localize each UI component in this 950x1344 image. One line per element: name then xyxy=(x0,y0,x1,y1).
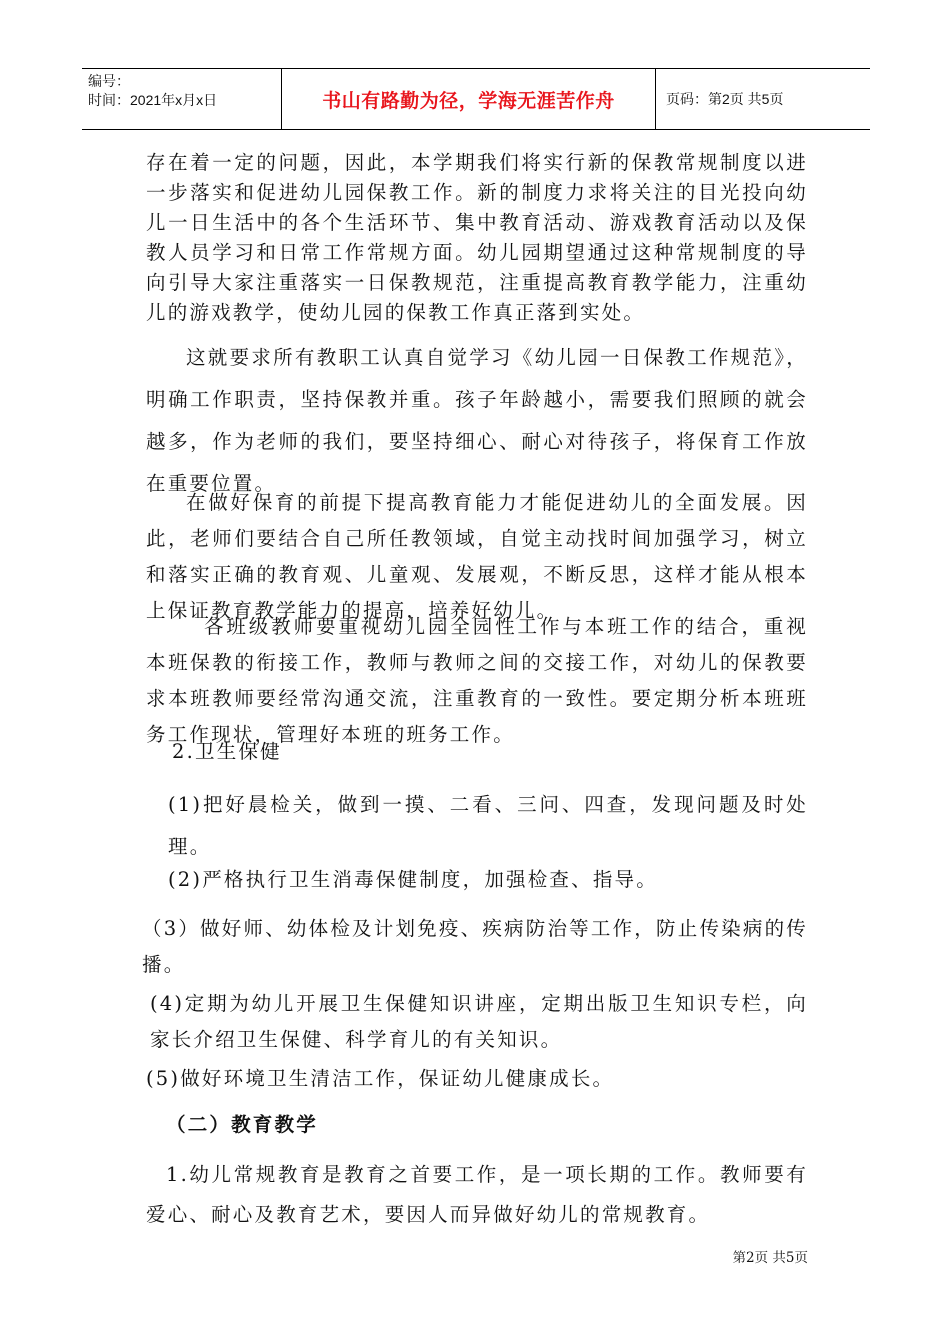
paragraph-study-norms: 这就要求所有教职工认真自觉学习《幼儿园一日保教工作规范》，明确工作职责，坚持保教并重。孩子年龄越小，需要我们照顾的就会越多，作为老师的我们，要坚持细心、耐心对待孩子，将保育工作放在重要位置。 xyxy=(146,346,808,495)
page-header xyxy=(82,68,870,130)
section-heading-teaching: （二）教育教学 xyxy=(166,1113,318,1136)
section-heading-health: 2.卫生保健 xyxy=(172,740,282,763)
health-item-4: (4)定期为幼儿开展卫生保健知识讲座，定期出版卫生知识专栏，向家长介绍卫生保健、科学育儿的有关知识。 xyxy=(150,992,808,1051)
paragraph-education-ability: 在做好保育的前提下提高教育能力才能促进幼儿的全面发展。因此，老师们要结合自己所任教领域，自觉主动找时间加强学习，树立和落实正确的教育观、儿童观、发展观，不断反思，这样才能从根本上保证教育教学能力的提高，培养好幼儿。 xyxy=(146,491,808,622)
health-item-3: （3）做好师、幼体检及计划免疫、疾病防治等工作，防止传染病的传播。 xyxy=(142,917,808,976)
page-footer: 第2页 共5页 xyxy=(732,1250,808,1266)
health-item-1: (1)把好晨检关，做到一摸、二看、三问、四查，发现问题及时处理。 xyxy=(168,793,808,858)
document-number-label: 编号： xyxy=(88,73,130,89)
header-page-number: 页码：第2页 共5页 xyxy=(666,91,784,107)
health-item-5: (5)做好环境卫生清洁工作，保证幼儿健康成长。 xyxy=(146,1067,615,1090)
paragraph-class-work: 各班级教师要重视幼儿园全园性工作与本班工作的结合，重视本班保教的衔接工作，教师与教师之间的交接工作，对幼儿的保教要求本班教师要经常沟通交流，注重教育的一致性。要定期分析本班班务工作现状，管理好本班的班务工作。 xyxy=(146,615,808,746)
health-item-2: (2)严格执行卫生消毒保健制度，加强检查、指导。 xyxy=(168,868,658,891)
paragraph-routine-education: 1.幼儿常规教育是教育之首要工作，是一项长期的工作。教师要有爱心、耐心及教育艺术，要因人而异做好幼儿的常规教育。 xyxy=(146,1163,808,1226)
document-time-label: 时间：2021年x月x日 xyxy=(88,92,218,108)
paragraph-regulations: 存在着一定的问题，因此，本学期我们将实行新的保教常规制度以进一步落实和促进幼儿园保教工作。新的制度力求将关注的目光投向幼儿一日生活中的各个生活环节、集中教育活动、游戏教育活动以及保教人员学习和日常工作常规方面。幼儿园期望通过这种常规制度的导向引导大家注重落实一日保教规范，注重提高教育教学能力，注重幼儿的游戏教学，使幼儿园的保教工作真正落到实处。 xyxy=(146,151,808,324)
header-meta xyxy=(82,69,282,129)
header-motto: 书山有路勤为径，学海无涯苦作舟 xyxy=(282,69,656,129)
